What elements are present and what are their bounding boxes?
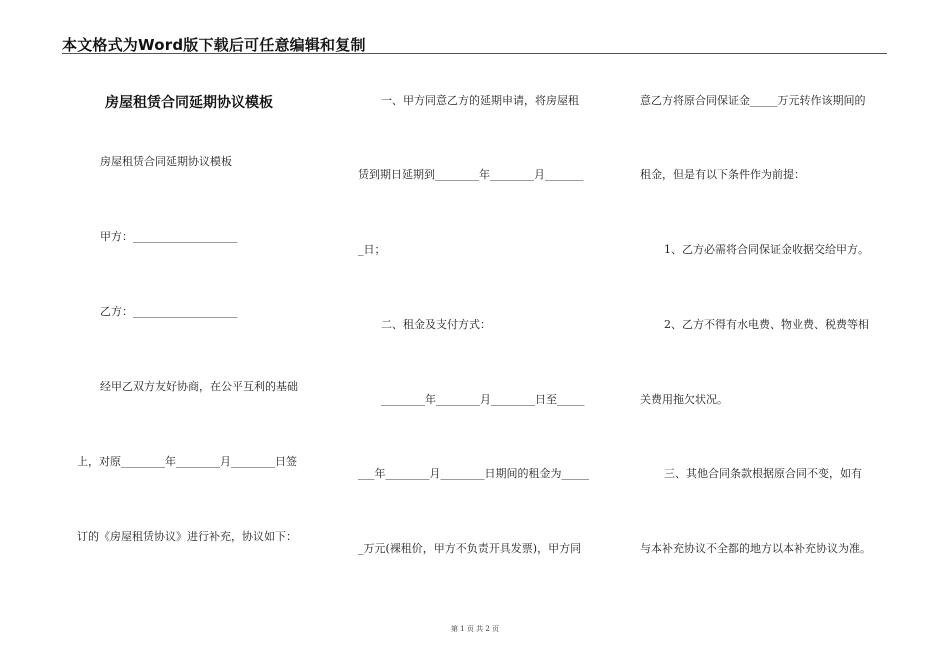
document-title: 房屋租赁合同延期协议模板 bbox=[105, 95, 273, 111]
col2-line-1: 一、甲方同意乙方的延期申请，将房屋租 bbox=[381, 94, 579, 107]
col2-line-3: _日； bbox=[358, 243, 386, 256]
col1-line-6: 订的《房屋租赁协议》进行补充，协议如下： bbox=[77, 530, 297, 543]
col3-line-4: 2、乙方不得有水电费、物业费、税费等相 bbox=[664, 318, 869, 331]
col3-line-6: 三、其他合同条款根据原合同不变，如有 bbox=[664, 467, 862, 480]
header-divider bbox=[62, 53, 887, 54]
col2-line-6: ___年________月________日期间的租金为_____ bbox=[358, 467, 589, 480]
col3-line-2: 租金，但是有以下条件作为前提： bbox=[640, 168, 805, 181]
party-b-field: 乙方：___________________ bbox=[100, 305, 238, 318]
party-a-field: 甲方：___________________ bbox=[100, 230, 238, 243]
col2-line-2: 赁到期日延期到________年________月_______ bbox=[358, 168, 584, 181]
col3-line-7: 与本补充协议不全都的地方以本补充协议为准。 bbox=[640, 542, 871, 555]
page-number-footer: 第 1 页 共 2 页 bbox=[450, 625, 500, 633]
col1-line-5: 上，对原________年________月________日签 bbox=[77, 455, 297, 468]
col3-line-5: 关费用拖欠状况。 bbox=[640, 393, 728, 406]
col1-line-1: 房屋租赁合同延期协议模板 bbox=[100, 155, 232, 168]
col2-line-4: 二、租金及支付方式： bbox=[381, 318, 491, 331]
col2-line-5: ________年________月________日至_____ bbox=[381, 393, 585, 406]
col3-line-3: 1、乙方必需将合同保证金收据交给甲方。 bbox=[664, 243, 869, 256]
col1-line-4: 经甲乙双方友好协商，在公平互利的基础 bbox=[100, 380, 298, 393]
col3-line-1: 意乙方将原合同保证金_____万元转作该期间的 bbox=[640, 94, 866, 107]
col2-line-7: _万元(裸租价，甲方不负责开具发票)，甲方同 bbox=[358, 542, 582, 555]
page-header-title: 本文格式为Word版下载后可任意编辑和复制 bbox=[62, 36, 366, 54]
